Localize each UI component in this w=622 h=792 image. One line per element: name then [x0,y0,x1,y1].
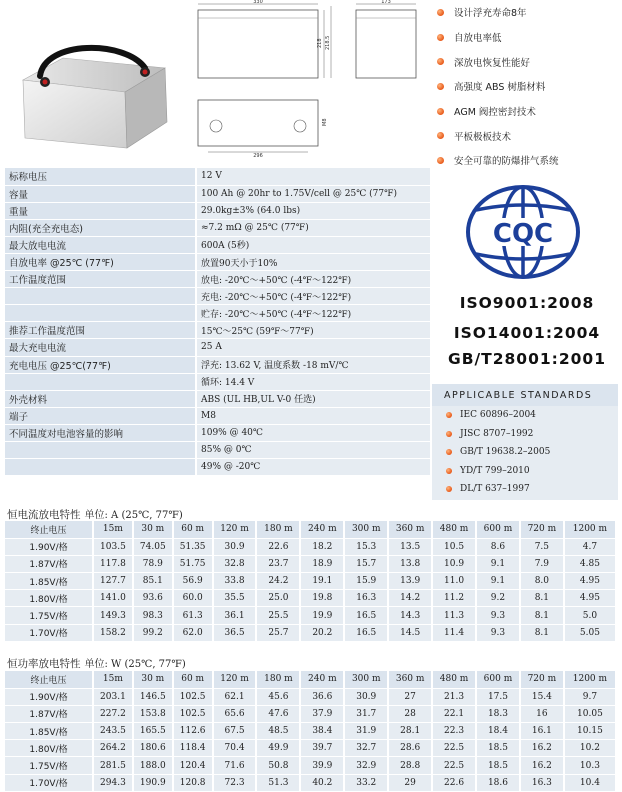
table-cell: 93.6 [133,590,173,607]
table-cell: 13.9 [388,573,432,590]
table-cell: 25.7 [256,624,300,641]
terminal-label: M8 [322,118,328,126]
bullet-icon [437,157,444,164]
row-label: 1.90V/格 [5,688,93,705]
table-row [5,538,616,555]
column-header: 600 m [476,521,520,538]
standards-header: APPLICABLE STANDARDS [432,384,618,406]
table-cell: 16.3 [520,774,564,791]
table-cell: 18.3 [476,705,520,722]
spec-row: 重量 29.0kg±3% (64.0 lbs) [5,202,430,219]
table-cell: 49.9 [256,740,300,757]
table-cell: 103.5 [93,538,133,555]
column-header: 300 m [344,671,388,688]
table-row [5,607,616,624]
column-header: 720 m [520,671,564,688]
column-header: 120 m [213,671,257,688]
table-cell: 36.1 [213,607,257,624]
logo-text: CQC [492,219,554,249]
standard-item: DL/T 637–1997 [432,480,618,499]
table-cell: 32.8 [213,555,257,572]
table-cell: 22.3 [432,723,476,740]
table-cell: 8.1 [520,624,564,641]
bullet-icon [446,449,452,455]
standards-box [432,384,618,500]
table-cell: 7.5 [520,538,564,555]
table-cell: 39.9 [300,757,344,774]
table-cell: 13.5 [388,538,432,555]
column-header: 300 m [344,521,388,538]
table-cell: 141.0 [93,590,133,607]
table-cell: 51.35 [173,538,213,555]
table-cell: 149.3 [93,607,133,624]
table-cell: 99.2 [133,624,173,641]
spec-table [5,168,430,476]
table-cell: 78.9 [133,555,173,572]
column-header: 终止电压 [5,521,93,538]
row-label: 1.85V/格 [5,723,93,740]
table-cell: 10.2 [564,740,616,757]
cert-gbt28001: GB/T28001:2001 [447,350,607,368]
table-cell: 14.3 [388,607,432,624]
table-cell: 50.8 [256,757,300,774]
table-cell: 4.95 [564,590,616,607]
spec-row: 外壳材料 ABS (UL HB,UL V-0 任选) [5,390,430,407]
table-cell: 60.0 [173,590,213,607]
standard-item: IEC 60896–2004 [432,406,618,425]
table-cell: 51.75 [173,555,213,572]
table-cell: 18.5 [476,740,520,757]
table-cell: 22.1 [432,705,476,722]
table-cell: 39.7 [300,740,344,757]
table-cell: 15.3 [344,538,388,555]
table-cell: 153.8 [133,705,173,722]
column-header: 360 m [388,521,432,538]
column-header: 1200 m [564,521,616,538]
table-row [5,705,616,722]
top-dimension-drawing [188,96,336,158]
table-cell: 28.8 [388,757,432,774]
table-cell: 72.3 [213,774,257,791]
bullet-icon [446,431,452,437]
table-cell: 15.7 [344,555,388,572]
table-cell: 203.1 [93,688,133,705]
table-cell: 18.2 [300,538,344,555]
bullet-icon [446,412,452,418]
table-cell: 9.2 [476,590,520,607]
table-cell: 16.5 [344,624,388,641]
table-cell: 51.3 [256,774,300,791]
standard-item: YD/T 799–2010 [432,462,618,481]
table-cell: 65.6 [213,705,257,722]
front-height-label: 218 [317,38,323,48]
table-cell: 74.05 [133,538,173,555]
feature-item: 安全可靠的防爆排气系统 [432,148,622,173]
table-row [5,555,616,572]
table-cell: 35.5 [213,590,257,607]
table-cell: 102.5 [173,688,213,705]
table-cell: 118.4 [173,740,213,757]
bullet-icon [437,58,444,65]
table-cell: 16.3 [344,590,388,607]
table-cell: 9.1 [476,573,520,590]
table-cell: 10.05 [564,705,616,722]
table-cell: 243.5 [93,723,133,740]
standard-item: GB/T 19638.2–2005 [432,443,618,462]
standard-item: JISC 8707–1992 [432,425,618,444]
table-cell: 180.6 [133,740,173,757]
bullet-icon [437,108,444,115]
front-width-label: 330 [253,0,263,5]
table-cell: 25.5 [256,607,300,624]
table-cell: 18.4 [476,723,520,740]
table-cell: 31.9 [344,723,388,740]
spec-row: 不同温度对电池容量的影响 109% @ 40℃ [5,424,430,441]
table-cell: 13.8 [388,555,432,572]
table-cell: 21.3 [432,688,476,705]
table-cell: 19.1 [300,573,344,590]
table-cell: 70.4 [213,740,257,757]
cqc-logo [456,182,591,282]
table-cell: 19.8 [300,590,344,607]
table-cell: 281.5 [93,757,133,774]
table-cell: 32.7 [344,740,388,757]
table-cell: 294.3 [93,774,133,791]
table-cell: 18.6 [476,774,520,791]
table-cell: 127.7 [93,573,133,590]
table-cell: 5.0 [564,607,616,624]
table-row [5,573,616,590]
table-cell: 10.9 [432,555,476,572]
feature-list [432,0,622,173]
table-cell: 67.5 [213,723,257,740]
bullet-icon [437,83,444,90]
table-cell: 56.9 [173,573,213,590]
table-cell: 117.8 [93,555,133,572]
table-cell: 25.0 [256,590,300,607]
table-row [5,774,616,791]
table-cell: 40.2 [300,774,344,791]
column-header: 60 m [173,671,213,688]
column-header: 30 m [133,521,173,538]
spec-row: 内阻(充全充电态) ≈7.2 mΩ @ 25℃ (77℉) [5,219,430,236]
row-label: 1.85V/格 [5,573,93,590]
spec-row: 85% @ 0℃ [5,442,430,459]
table-row [5,723,616,740]
table-cell: 19.9 [300,607,344,624]
terminal-pitch-label: 296 [253,153,263,159]
table-cell: 120.8 [173,774,213,791]
column-header: 30 m [133,671,173,688]
feature-item: 高强度 ABS 树脂材料 [432,74,622,99]
row-label: 1.70V/格 [5,624,93,641]
table-cell: 32.9 [344,757,388,774]
table-cell: 15.4 [520,688,564,705]
table-cell: 20.2 [300,624,344,641]
table-cell: 16.2 [520,740,564,757]
spec-row: 贮存: -20℃～+50℃ (-4℉～122℉) [5,305,430,322]
table-row [5,740,616,757]
table-cell: 10.4 [564,774,616,791]
column-header: 180 m [256,671,300,688]
table-cell: 30.9 [213,538,257,555]
table-cell: 62.0 [173,624,213,641]
table-cell: 9.7 [564,688,616,705]
table-cell: 102.5 [173,705,213,722]
table-cell: 8.1 [520,607,564,624]
table-cell: 22.5 [432,740,476,757]
column-header: 480 m [432,671,476,688]
bullet-icon [446,486,452,492]
cert-iso9001: ISO9001:2008 [459,294,595,312]
table-row [5,688,616,705]
table-cell: 4.7 [564,538,616,555]
bullet-icon [446,468,452,474]
spec-row: 49% @ -20℃ [5,459,430,476]
table-cell: 28.6 [388,740,432,757]
table-cell: 28 [388,705,432,722]
table-cell: 23.7 [256,555,300,572]
front-total-height-label: 218.5 [325,35,331,50]
table-cell: 11.2 [432,590,476,607]
table-cell: 9.3 [476,624,520,641]
column-header: 15m [93,521,133,538]
table-cell: 38.4 [300,723,344,740]
table-cell: 10.5 [432,538,476,555]
table-cell: 31.7 [344,705,388,722]
table-cell: 146.5 [133,688,173,705]
bullet-icon [437,9,444,16]
table-cell: 16 [520,705,564,722]
row-label: 1.75V/格 [5,757,93,774]
table-cell: 9.1 [476,555,520,572]
column-header: 360 m [388,671,432,688]
column-header: 120 m [213,521,257,538]
spec-row: 端子 M8 [5,407,430,424]
side-dimension-drawing [350,0,422,82]
feature-item: 平板极板技术 [432,123,622,148]
table-cell: 22.6 [256,538,300,555]
table-cell: 15.9 [344,573,388,590]
table-row [5,624,616,641]
spec-row: 循环: 14.4 V [5,373,430,390]
spec-row: 充电电压 @25℃(77℉) 浮充: 13.62 V, 温度系数 -18 mV/℃ [5,356,430,373]
table-cell: 61.3 [173,607,213,624]
feature-item: 自放电率低 [432,25,622,50]
spec-row: 标称电压 12 V [5,168,430,185]
table-cell: 188.0 [133,757,173,774]
table-cell: 98.3 [133,607,173,624]
table-cell: 4.95 [564,573,616,590]
bullet-icon [437,132,444,139]
row-label: 1.87V/格 [5,555,93,572]
table-cell: 71.6 [213,757,257,774]
front-dimension-drawing [188,0,336,82]
table-cell: 22.5 [432,757,476,774]
table-cell: 16.5 [344,607,388,624]
table-cell: 5.05 [564,624,616,641]
feature-item: 设计浮充寿命8年 [432,0,622,25]
table-cell: 16.2 [520,757,564,774]
table-cell: 8.1 [520,590,564,607]
feature-item: AGM 阀控密封技术 [432,99,622,124]
table-cell: 264.2 [93,740,133,757]
feature-item: 深放电恢复性能好 [432,49,622,74]
table-cell: 11.4 [432,624,476,641]
table-cell: 190.9 [133,774,173,791]
table-cell: 17.5 [476,688,520,705]
table-cell: 62.1 [213,688,257,705]
table-cell: 36.6 [300,688,344,705]
table-cell: 30.9 [344,688,388,705]
table-header-row [5,671,616,688]
table-cell: 27 [388,688,432,705]
row-label: 1.70V/格 [5,774,93,791]
row-label: 1.87V/格 [5,705,93,722]
table-cell: 37.9 [300,705,344,722]
table-cell: 14.5 [388,624,432,641]
column-header: 480 m [432,521,476,538]
table-cell: 8.6 [476,538,520,555]
table-cell: 45.6 [256,688,300,705]
table-cell: 85.1 [133,573,173,590]
spec-row: 容量 100 Ah @ 20hr to 1.75V/cell @ 25℃ (77℉) [5,185,430,202]
column-header: 15m [93,671,133,688]
current-discharge-table [5,521,617,642]
table-cell: 112.6 [173,723,213,740]
row-label: 1.90V/格 [5,538,93,555]
table-cell: 48.5 [256,723,300,740]
column-header: 180 m [256,521,300,538]
column-header: 240 m [300,671,344,688]
table-cell: 8.0 [520,573,564,590]
table-header-row [5,521,616,538]
table-cell: 10.15 [564,723,616,740]
table-cell: 165.5 [133,723,173,740]
spec-row: 最大放电电流 600A (5秒) [5,236,430,253]
table-cell: 22.6 [432,774,476,791]
column-header: 1200 m [564,671,616,688]
table-cell: 14.2 [388,590,432,607]
power-table-title: 恒功率放电特性 单位: W (25℃, 77℉) [7,658,186,670]
column-header: 600 m [476,671,520,688]
table-cell: 16.1 [520,723,564,740]
table-row [5,757,616,774]
spec-row: 充电: -20℃～+50℃ (-4℉～122℉) [5,288,430,305]
table-cell: 28.1 [388,723,432,740]
table-cell: 18.9 [300,555,344,572]
spec-row: 工作温度范围 放电: -20℃～+50℃ (-4℉～122℉) [5,271,430,288]
bullet-icon [437,34,444,41]
table-cell: 4.85 [564,555,616,572]
table-cell: 120.4 [173,757,213,774]
table-cell: 29 [388,774,432,791]
row-label: 1.75V/格 [5,607,93,624]
table-cell: 24.2 [256,573,300,590]
cert-iso14001: ISO14001:2004 [453,324,601,342]
column-header: 60 m [173,521,213,538]
table-cell: 18.5 [476,757,520,774]
side-width-label: 173 [381,0,391,5]
table-cell: 158.2 [93,624,133,641]
row-label: 1.80V/格 [5,590,93,607]
column-header: 720 m [520,521,564,538]
column-header: 终止电压 [5,671,93,688]
spec-row: 最大充电电流 25 A [5,339,430,356]
table-cell: 33.2 [344,774,388,791]
table-row [5,590,616,607]
column-header: 240 m [300,521,344,538]
spec-row: 自放电率 @25℃ (77℉) 放置90天小于10% [5,253,430,270]
table-cell: 227.2 [93,705,133,722]
row-label: 1.80V/格 [5,740,93,757]
table-cell: 36.5 [213,624,257,641]
table-cell: 9.3 [476,607,520,624]
table-cell: 10.3 [564,757,616,774]
power-discharge-table [5,671,617,792]
current-table-title: 恒电流放电特性 单位: A (25℃, 77℉) [7,509,183,521]
battery-photo [5,10,170,150]
table-cell: 11.3 [432,607,476,624]
table-cell: 47.6 [256,705,300,722]
table-cell: 7.9 [520,555,564,572]
spec-row: 推荐工作温度范围 15℃～25℃ (59℉～77℉) [5,322,430,339]
table-cell: 33.8 [213,573,257,590]
table-cell: 11.0 [432,573,476,590]
